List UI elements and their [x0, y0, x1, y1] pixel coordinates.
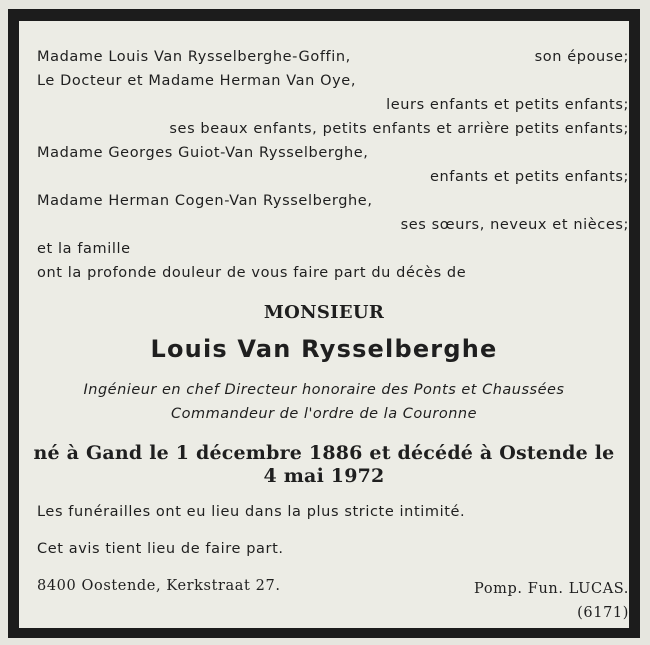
birth-death-line-1: né à Gand le 1 décembre 1886 et décédé à Ostende le	[33, 442, 615, 464]
address-line: 8400 Oostende, Kerkstraat 27.	[37, 578, 281, 594]
relation-line-3: leurs enfants et petits enfants;	[386, 97, 629, 113]
announcement-line: ont la profonde douleur de vous faire part du décès de	[37, 265, 467, 281]
undertaker-line: Pomp. Fun. LUCAS.	[474, 581, 629, 597]
family-line-7: Madame Herman Cogen-Van Rysselberghe,	[37, 193, 373, 209]
relation-line-8: ses sœurs, neveux et nièces;	[400, 217, 629, 233]
deceased-title-2: Commandeur de l'ordre de la Couronne	[170, 406, 478, 422]
family-line-1: Madame Louis Van Rysselberghe-Goffin,	[37, 49, 351, 65]
birth-death-line-2: 4 mai 1972	[263, 465, 385, 487]
deceased-name: Louis Van Rysselberghe	[150, 335, 498, 363]
deceased-title-1: Ingénieur en chef Directeur honoraire des Ponts et Chaussées	[83, 382, 565, 398]
family-line-9: et la famille	[37, 241, 131, 257]
avis-notice: Cet avis tient lieu de faire part.	[37, 541, 284, 557]
relation-line-4: ses beaux enfants, petits enfants et arrière petits enfants;	[169, 121, 629, 137]
honorific-heading: MONSIEUR	[263, 302, 385, 323]
funeral-notice: Les funérailles ont eu lieu dans la plus stricte intimité.	[37, 504, 466, 520]
relation-line-1: son épouse;	[534, 49, 629, 65]
family-line-5: Madame Georges Guiot-Van Rysselberghe,	[37, 145, 369, 161]
reference-number: (6171)	[577, 605, 629, 621]
relation-line-6: enfants et petits enfants;	[429, 169, 629, 185]
black-border-frame	[8, 9, 640, 638]
obituary-content	[19, 21, 629, 628]
family-line-2: Le Docteur et Madame Herman Van Oye,	[37, 73, 357, 89]
